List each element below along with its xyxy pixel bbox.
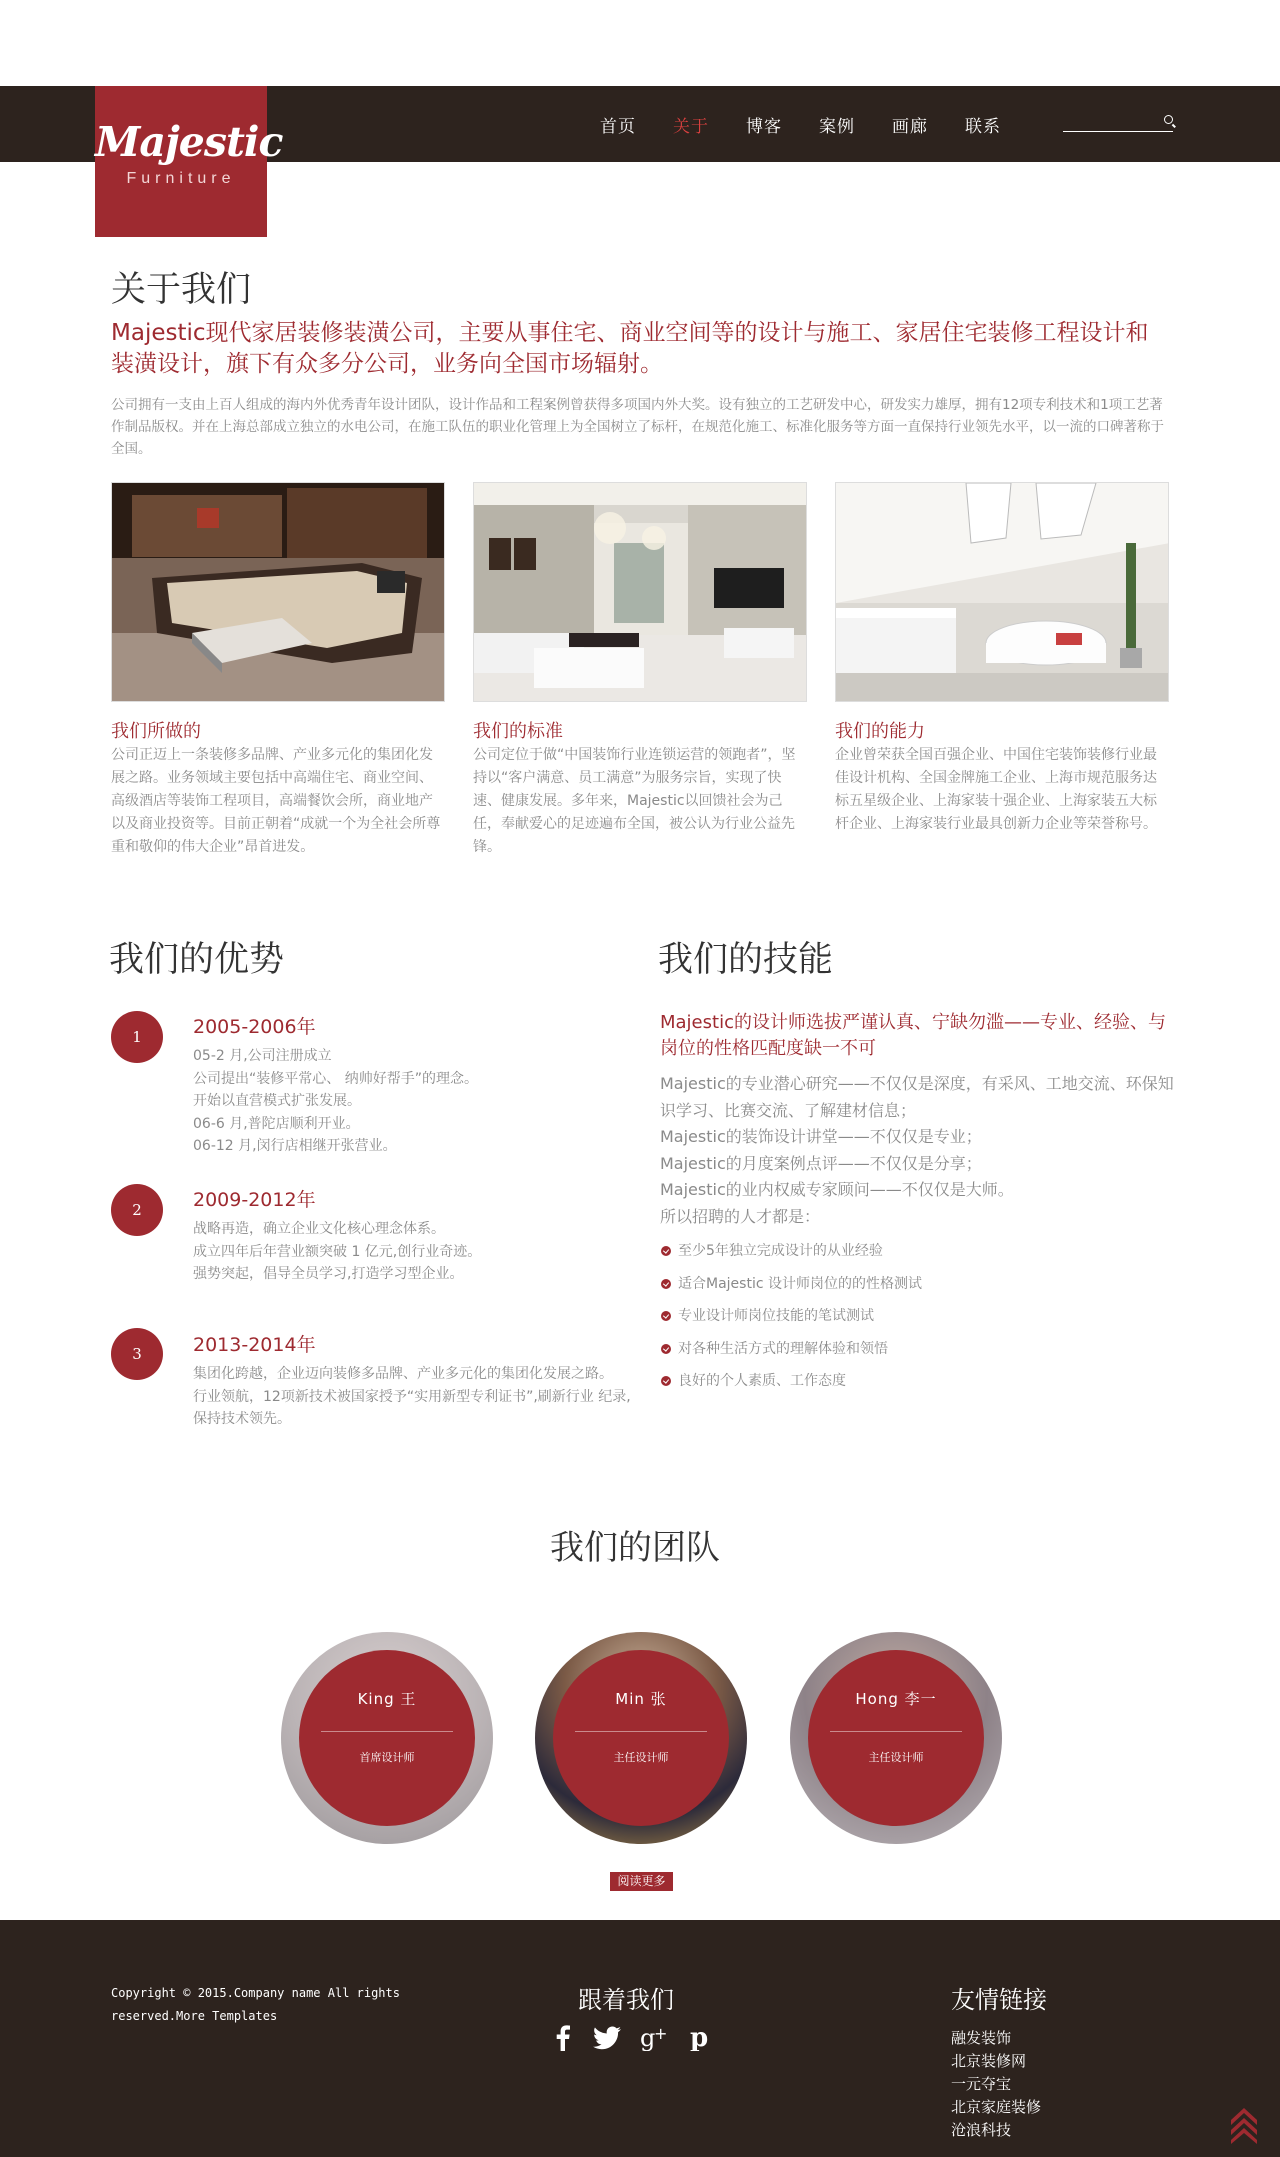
pinterest-icon[interactable]: [689, 2025, 711, 2055]
member-name: King 王: [357, 1690, 417, 1708]
member-overlay: [808, 1650, 984, 1826]
friend-link[interactable]: 北京家庭装修: [951, 2098, 1042, 2116]
nav-home[interactable]: 首页: [600, 116, 636, 137]
list-item: 专业设计师岗位技能的笔试测试: [660, 1300, 1175, 1333]
nav-gallery[interactable]: 画廊: [892, 116, 928, 137]
list-item: 良好的个人素质、工作态度: [660, 1365, 1175, 1398]
timeline-text: 集团化跨越，企业迈向装修多品牌、产业多元化的集团化发展之路。 行业领航，12项新技术被国家授予“实用新型专利证书”,刷新行业 纪录, 保持技术领先。: [193, 1366, 631, 1427]
timeline-text: 战略再造，确立企业文化核心理念体系。 成立四年后年营业额突破 1 亿元,创行业奇迹。 强势突起，倡导全员学习,打造学习型企业。: [193, 1221, 482, 1282]
search-box: [1063, 110, 1173, 132]
main-nav: [600, 86, 1038, 162]
skills-title: 我们的技能: [658, 940, 834, 980]
about-text: 公司拥有一支由上百人组成的海内外优秀青年设计团队，设计作品和工程案例曾获得多项国内外大奖。设有独立的工艺研发中心，研发实力雄厚，拥有12项专利技术和1项工艺著作制品版权。并在上海总部成立独立的水电公司，在施工队伍的职业化管理上为全国树立了标杆，在规范化施工、标准化服务等方面一直保持行业领先水平，以一流的口碑著称于全国。: [111, 397, 1164, 457]
skills-text: Majestic的专业潜心研究——不仅仅是深度，有采风、工地交流、环保知识学习、比赛交流、了解建材信息； Majestic的装饰设计讲堂——不仅仅是专业； Majestic的月度案例点评——不仅仅是分享； Majestic的业内权威专家顾问——不仅仅是大师。 所以招聘的人才都是：: [660, 1074, 1174, 1226]
follow-title: 跟着我们: [578, 1986, 674, 2014]
nav-about[interactable]: 关于: [673, 116, 709, 137]
check-icon: [661, 1344, 671, 1354]
member-role: 主任设计师: [868, 1751, 924, 1764]
twitter-icon[interactable]: [593, 2026, 621, 2054]
friend-link[interactable]: 北京装修网: [951, 2052, 1027, 2070]
check-icon: [661, 1376, 671, 1386]
member-role: 主任设计师: [613, 1751, 669, 1764]
member-divider: [830, 1731, 962, 1732]
advantages-title: 我们的优势: [109, 940, 285, 980]
timeline-year: 2009-2012年: [193, 1189, 316, 1211]
member-name: Hong 李一: [855, 1690, 937, 1708]
copyright-text: Copyright © 2015.Company name All rights reserved.More Templates: [111, 1986, 400, 2023]
member-name: Min 张: [615, 1690, 667, 1708]
friend-link[interactable]: 融发装饰: [951, 2029, 1012, 2047]
list-item: 对各种生活方式的理解体验和领悟: [660, 1333, 1175, 1366]
timeline-year: 2013-2014年: [193, 1334, 316, 1356]
svg-text:p: p: [690, 2025, 709, 2051]
svg-text:g: g: [640, 2025, 656, 2051]
check-icon: [661, 1279, 671, 1289]
nav-blog[interactable]: 博客: [746, 116, 782, 137]
member-role: 首席设计师: [359, 1751, 415, 1764]
skills-lead: Majestic的设计师选拔严谨认真、宁缺勿滥——专业、经验、与岗位的性格匹配度缺一不可: [660, 1012, 1166, 1059]
team-member-card[interactable]: [281, 1632, 493, 1844]
timeline-number: 3: [111, 1328, 163, 1380]
skills-list: [660, 1235, 1175, 1398]
member-overlay: [299, 1650, 475, 1826]
search-icon[interactable]: [1164, 115, 1173, 124]
logo-title: Majestic: [95, 118, 283, 166]
social-links: [552, 2025, 730, 2055]
column-title-standard: 我们的标准: [473, 721, 563, 742]
friend-links: [951, 2027, 1041, 2142]
about-title: 关于我们: [111, 270, 252, 310]
list-item: 至少5年独立完成设计的从业经验: [660, 1235, 1175, 1268]
team-title: 我们的团队: [550, 1528, 720, 1568]
logo-subtitle: Furniture: [126, 170, 236, 187]
lounge-photo: [473, 482, 807, 702]
timeline-text: 05-2 月,公司注册成立 公司提出“装修平常心、 纳帅好帮手”的理念。 开始以直营模式扩张发展。 06-6 月,普陀店顺利开业。 06-12 月,闵行店相继开张营业。: [193, 1048, 478, 1154]
nav-cases[interactable]: 案例: [819, 116, 855, 137]
nav-contact[interactable]: 联系: [965, 116, 1001, 137]
search-input[interactable]: [1063, 111, 1151, 131]
bathroom-photo: [835, 482, 1169, 702]
column-text-standard: 公司定位于做“中国装饰行业连锁运营的领跑者”，坚持以“客户满意、员工满意”为服务宗旨，实现了快速、健康发展。多年来，Majestic以回馈社会为己任，奉献爱心的足迹遍布全国，被公认为行业公益先锋。: [473, 747, 796, 855]
check-icon: [661, 1246, 671, 1256]
site-logo[interactable]: [95, 86, 283, 237]
back-to-top-icon[interactable]: [1229, 2104, 1259, 2144]
about-lead: Majestic现代家居装修装潢公司，主要从事住宅、商业空间等的设计与施工、家居住宅装修工程设计和装潢设计，旗下有众多分公司，业务向全国市场辐射。: [111, 320, 1149, 377]
team-member-card[interactable]: [790, 1632, 1002, 1844]
timeline-number: 2: [111, 1184, 163, 1236]
member-divider: [575, 1731, 707, 1732]
svg-text:+: +: [654, 2025, 668, 2043]
friend-link[interactable]: 沧浪科技: [951, 2121, 1012, 2139]
column-text-ability: 企业曾荣获全国百强企业、中国住宅装饰装修行业最佳设计机构、全国金牌施工企业、上海市规范服务达标五星级企业、上海家装十强企业、上海家装五大标杆企业、上海家装行业最具创新力企业等荣誉称号。: [835, 747, 1157, 832]
read-more-button[interactable]: 阅读更多: [610, 1872, 673, 1891]
member-overlay: [553, 1650, 729, 1826]
timeline-number: 1: [111, 1011, 163, 1063]
google-plus-icon[interactable]: [640, 2025, 670, 2055]
column-text-what-we-do: 公司正迈上一条装修多品牌、产业多元化的集团化发展之路。业务领域主要包括中高端住宅、商业空间、高级酒店等装饰工程项目，高端餐饮会所，商业地产以及商业投资等。目前正朝着“成就一个为全社会所尊重和敬仰的伟大企业”昂首进发。: [111, 747, 441, 855]
list-item: 适合Majestic 设计师岗位的的性格测试: [660, 1268, 1175, 1301]
facebook-icon[interactable]: [552, 2025, 574, 2055]
timeline-year: 2005-2006年: [193, 1016, 316, 1038]
column-title-ability: 我们的能力: [835, 721, 925, 742]
living-room-photo: [111, 482, 445, 702]
column-title-what-we-do: 我们所做的: [111, 721, 201, 742]
member-divider: [321, 1731, 453, 1732]
links-title: 友情链接: [951, 1986, 1047, 2014]
friend-link[interactable]: 一元夺宝: [951, 2075, 1012, 2093]
check-icon: [661, 1311, 671, 1321]
team-member-card[interactable]: [535, 1632, 747, 1844]
